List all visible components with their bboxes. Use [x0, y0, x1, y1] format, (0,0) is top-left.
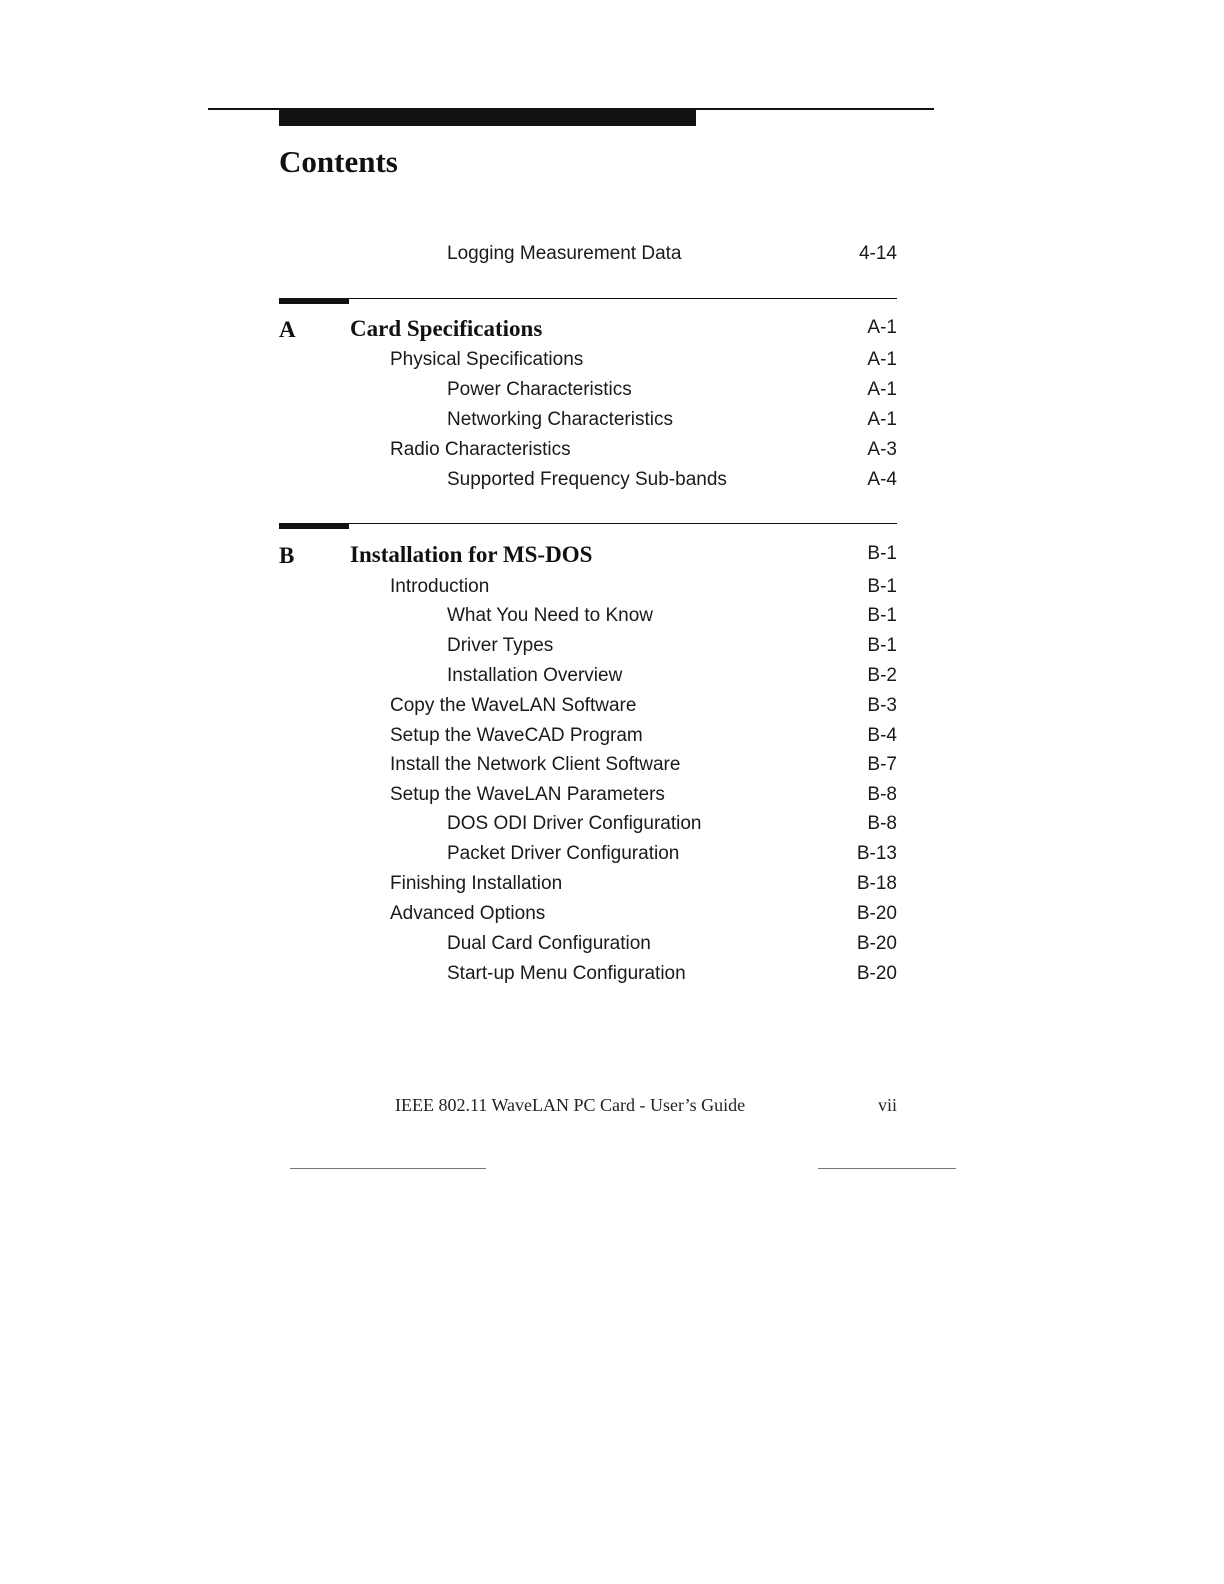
toc-entry-label: Installation Overview	[447, 665, 623, 686]
scan-artifact-line	[290, 1168, 486, 1169]
toc-entry-page: A-4	[867, 469, 897, 490]
toc-entry-page: B-2	[867, 665, 897, 686]
toc-entry-label: Setup the WaveLAN Parameters	[390, 784, 665, 805]
toc-entry-label: Dual Card Configuration	[447, 933, 651, 954]
toc-entry-page: B-1	[867, 605, 897, 626]
toc-entry-page: A-1	[867, 349, 897, 370]
section-b-rule	[279, 523, 897, 524]
toc-entry-page: A-1	[867, 409, 897, 430]
section-b-title: Installation for MS-DOS	[350, 542, 593, 567]
section-b-letter: B	[279, 543, 295, 568]
toc-entry-page: 4-14	[858, 243, 897, 264]
toc-entry-label: Radio Characteristics	[390, 439, 571, 460]
toc-entry-page: B-8	[867, 784, 897, 805]
toc-entry-label: DOS ODI Driver Configuration	[447, 813, 702, 834]
toc-entry-page: B-20	[856, 963, 897, 984]
toc-entry-page: B-7	[867, 754, 897, 775]
toc-entry-label: Physical Specifications	[390, 349, 584, 370]
toc-entry-page: B-1	[867, 576, 897, 597]
toc-entry-page: B-18	[856, 873, 897, 894]
toc-entry-label: Logging Measurement Data	[447, 243, 682, 264]
section-a-title: Card Specifications	[350, 316, 543, 341]
toc-entry-label: What You Need to Know	[447, 605, 653, 626]
toc-entry-label: Install the Network Client Software	[390, 754, 681, 775]
toc-entry-label: Advanced Options	[390, 903, 546, 924]
toc-entry-page: B-20	[856, 903, 897, 924]
toc-entry-label: Start-up Menu Configuration	[447, 963, 686, 984]
section-a-page: A-1	[867, 317, 897, 338]
page-title: Contents	[279, 144, 398, 179]
toc-entry-label: Power Characteristics	[447, 379, 632, 400]
section-a-rule	[279, 298, 897, 299]
toc-entry-page: B-3	[867, 695, 897, 716]
section-b-page: B-1	[867, 543, 897, 564]
toc-entry-page: B-1	[867, 635, 897, 656]
toc-entry-label: Packet Driver Configuration	[447, 843, 680, 864]
section-a-letter: A	[279, 317, 296, 342]
toc-entry-page: B-4	[867, 725, 897, 746]
toc-entry-label: Finishing Installation	[390, 873, 563, 894]
toc-entry-page: A-1	[867, 379, 897, 400]
section-a-bar	[279, 298, 349, 304]
toc-entry-label: Networking Characteristics	[447, 409, 673, 430]
section-b-bar	[279, 523, 349, 529]
header-black-bar	[279, 110, 696, 126]
toc-entry-label: Copy the WaveLAN Software	[390, 695, 637, 716]
toc-entry-page: B-13	[856, 843, 897, 864]
footer-title: IEEE 802.11 WaveLAN PC Card - User’s Guide	[395, 1095, 746, 1115]
toc-entry-label: Supported Frequency Sub-bands	[447, 469, 727, 490]
toc-entry-page: A-3	[867, 439, 897, 460]
toc-entry-page: B-8	[867, 813, 897, 834]
footer-page-number: vii	[877, 1095, 897, 1115]
toc-entry-label: Introduction	[390, 576, 490, 597]
scan-artifact-line	[818, 1168, 956, 1169]
toc-entry-label: Setup the WaveCAD Program	[390, 725, 643, 746]
toc-entry-page: B-20	[856, 933, 897, 954]
toc-entry-label: Driver Types	[447, 635, 554, 656]
